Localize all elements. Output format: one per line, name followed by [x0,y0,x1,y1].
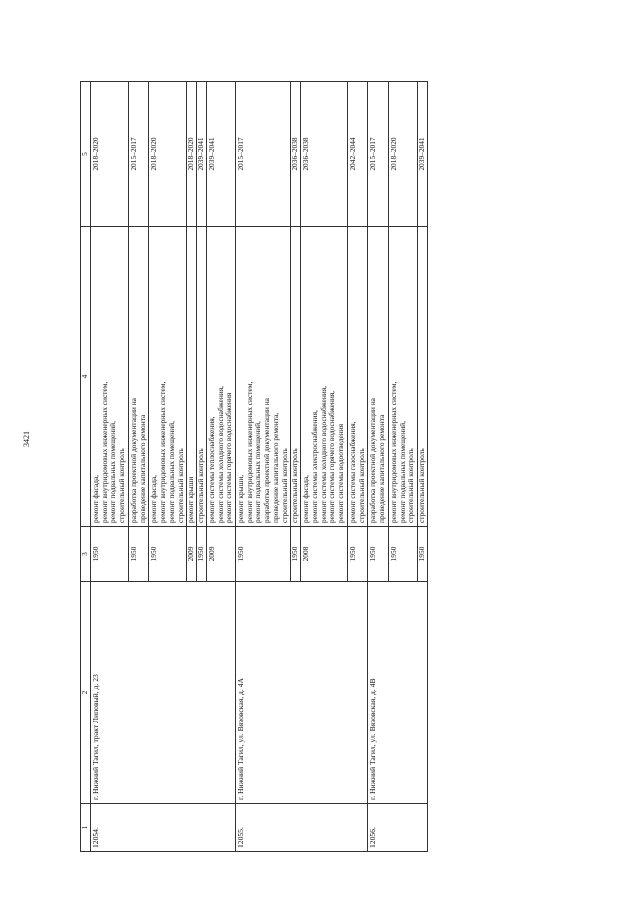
year-cell: 1950 [368,527,388,582]
work-item: строительный контроль [290,448,300,523]
works-cell [347,227,367,527]
work-item: ремонт системы холодного водоснабжения, [215,386,225,523]
period-cell: 2015–2017 [128,82,148,227]
work-item: ремонт системы горячего водоснабжения [224,392,234,523]
works-cell [128,227,148,527]
period-cell: 2042–2044 [347,82,367,227]
work-item: ремонт подвальных помещений, [108,421,118,523]
period-cell: 2018–2020 [187,82,197,227]
year-cell: 2009 [187,527,197,582]
work-item: разработка проектной документации на [262,398,272,523]
work-item: строительный контроль [356,448,366,523]
work-item: ремонт системы электроснабжения, [309,410,319,523]
year-cell: 1950 [128,527,148,582]
works-cell [149,227,187,527]
work-item: разработка проектной документации на [368,398,378,523]
header-col-4: 4 [81,227,91,527]
period-cell: 2018–2020 [388,82,417,227]
rotated-table-container [80,82,545,852]
header-row [81,82,91,852]
work-item: ремонт фасада, [149,475,159,523]
building-address: г. Нижний Тагил, тракт Липовый, д. 23 [91,582,236,804]
year-cell: 1950 [417,527,427,582]
year-cell: 1950 [149,527,187,582]
table-body [91,82,428,852]
period-cell: 2039–2041 [197,82,207,227]
year-cell: 1950 [388,527,417,582]
works-cell [206,227,235,527]
work-item: строительный контроль [416,448,426,523]
works-cell [291,227,301,527]
work-item: строительный контроль [279,448,289,523]
row-number: 12054. [91,804,236,852]
period-cell: 2036–2038 [301,82,348,227]
work-item: строительный контроль [406,448,416,523]
work-item: ремонт подвальных помещений, [253,421,263,523]
work-item: ремонт внутридомовых инженерных систем, [244,381,254,523]
work-item: проведение капитального ремонта [377,414,387,523]
row-number: 12056. [368,804,427,852]
work-item: ремонт фасада, [91,475,100,523]
period-cell: 2039–2041 [206,82,235,227]
work-item: ремонт системы газоснабжения, [347,421,357,523]
year-cell: 1950 [91,527,129,582]
work-item: ремонт системы горячего водоснабжения, [327,390,337,523]
work-item: ремонт внутридомовых инженерных систем, [99,381,109,523]
year-cell: 1950 [236,527,291,582]
header-col-2: 2 [81,582,91,804]
work-item: ремонт подвальных помещений, [397,421,407,523]
table-row [91,82,129,852]
building-address: г. Нижний Тагил, ул. Вязовская, д. 4В [368,582,427,804]
page-number: 3421 [22,431,31,447]
period-cell: 2039–2041 [417,82,427,227]
work-item: строительный контроль [117,448,127,523]
capital-repair-table [80,81,428,852]
works-cell [91,227,129,527]
year-cell: 1950 [197,527,207,582]
work-item: проведение капитального ремонта, [270,412,280,523]
year-cell: 1950 [291,527,301,582]
work-item: ремонт системы водоотведения [336,423,346,523]
header-col-3: 3 [81,527,91,582]
period-cell: 2015–2017 [236,82,291,227]
works-cell [197,227,207,527]
header-col-5: 5 [81,82,91,227]
works-cell [236,227,291,527]
work-item: ремонт внутридомовых инженерных систем, [388,381,398,523]
work-item: ремонт крыши, [236,474,246,523]
period-cell: 2018–2020 [91,82,129,227]
year-cell: 2008 [301,527,348,582]
year-cell: 2009 [206,527,235,582]
period-cell: 2036–2038 [291,82,301,227]
period-cell: 2015–2017 [368,82,388,227]
table-row [236,82,291,852]
work-item: ремонт внутридомовых инженерных систем, [158,381,168,523]
work-item: строительный контроль [175,448,185,523]
works-cell [368,227,388,527]
work-item: строительный контроль [196,448,206,523]
works-cell [417,227,427,527]
works-cell [388,227,417,527]
works-cell [301,227,348,527]
work-item: проведение капитального ремонта [137,414,147,523]
period-cell: 2018–2020 [149,82,187,227]
year-cell: 1950 [347,527,367,582]
work-item: ремонт фасада, [301,475,311,523]
work-item: ремонт подвальных помещений, [166,421,176,523]
work-item: ремонт системы холодного водоснабжения, [318,386,328,523]
table-row [368,82,388,852]
work-item: разработка проектной документации на [128,398,138,523]
row-number: 12055. [236,804,368,852]
work-item: ремонт крыши [186,476,196,523]
header-col-1: 1 [81,804,91,852]
building-address: г. Нижний Тагил, ул. Вязовская, д. 4А [236,582,368,804]
work-item: ремонт системы теплоснабжения, [206,416,216,523]
